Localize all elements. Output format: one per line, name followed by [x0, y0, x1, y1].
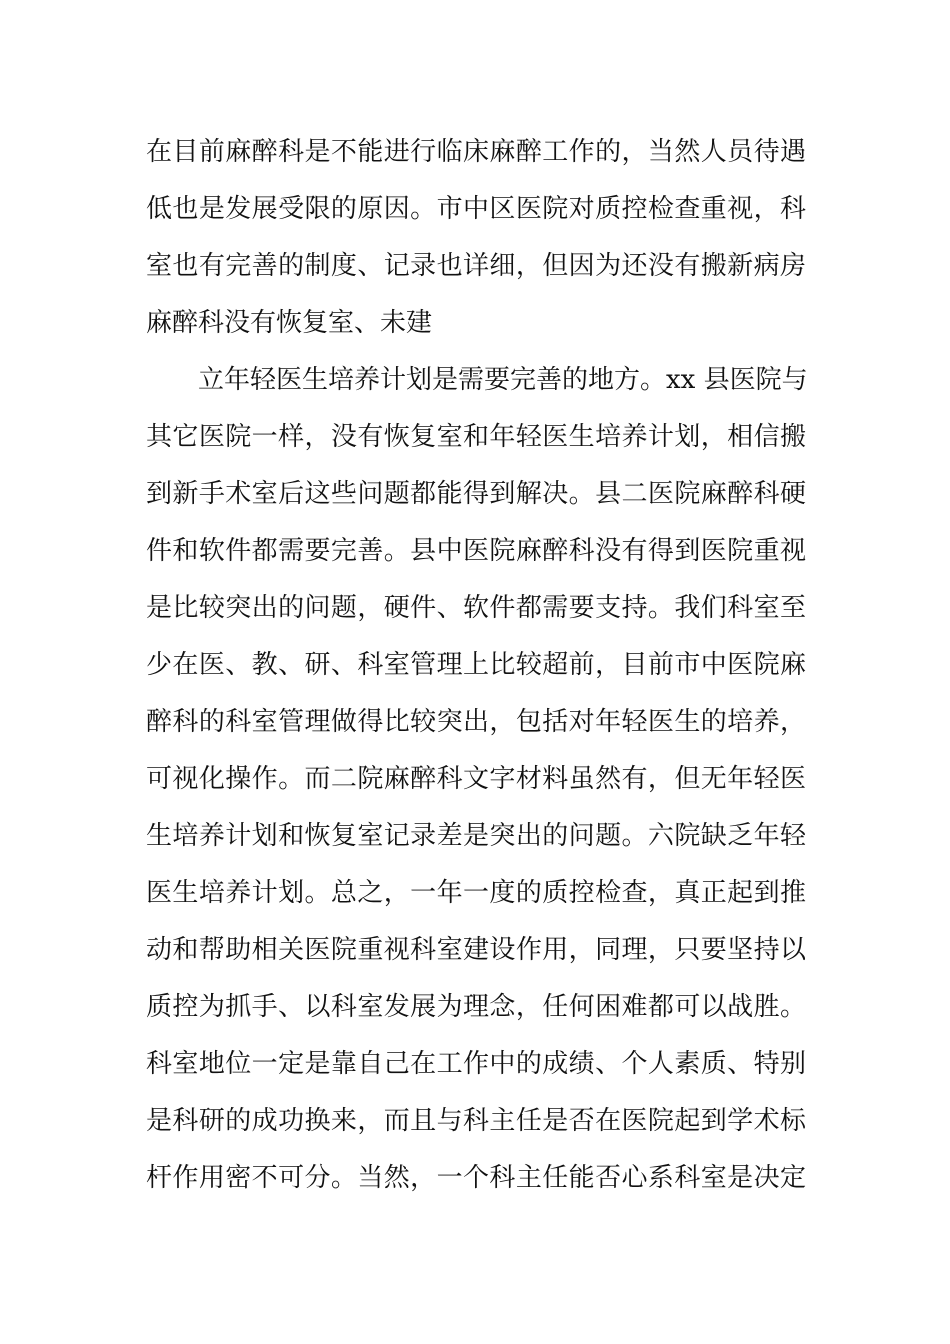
text-line: 其它医院一样，没有恢复室和年轻医生培养计划，相信搬 [146, 422, 806, 452]
text-line: 立年轻医生培养计划是需要完善的地方。xx 县医院与 [198, 365, 808, 395]
text-line: 到新手术室后这些问题都能得到解决。县二医院麻醉科硬 [146, 479, 806, 509]
text-line: 动和帮助相关医院重视科室建设作用，同理，只要坚持以 [146, 935, 806, 965]
text-line: 醉科的科室管理做得比较突出，包括对年轻医生的培养， [146, 707, 806, 737]
text-line: 可视化操作。而二院麻醉科文字材料虽然有，但无年轻医 [146, 764, 806, 794]
text-line: 是比较突出的问题，硬件、软件都需要支持。我们科室至 [146, 593, 806, 623]
text-line: 室也有完善的制度、记录也详细，但因为还没有搬新病房 [146, 251, 806, 281]
text-line: 科室地位一定是靠自己在工作中的成绩、个人素质、特别 [146, 1049, 806, 1079]
text-line: 低也是发展受限的原因。市中区医院对质控检查重视，科 [146, 194, 806, 224]
text-line: 麻醉科没有恢复室、未建 [146, 308, 433, 338]
text-line: 在目前麻醉科是不能进行临床麻醉工作的，当然人员待遇 [146, 137, 806, 167]
text-line: 医生培养计划。总之，一年一度的质控检查，真正起到推 [146, 878, 806, 908]
text-line: 件和软件都需要完善。县中医院麻醉科没有得到医院重视 [146, 536, 806, 566]
text-line: 质控为抓手、以科室发展为理念，任何困难都可以战胜。 [146, 992, 806, 1022]
text-line: 是科研的成功换来，而且与科主任是否在医院起到学术标 [146, 1106, 806, 1136]
text-line: 生培养计划和恢复室记录差是突出的问题。六院缺乏年轻 [146, 821, 806, 851]
text-line: 少在医、教、研、科室管理上比较超前，目前市中医院麻 [146, 650, 806, 680]
text-line: 杆作用密不可分。当然，一个科主任能否心系科室是决定 [146, 1163, 806, 1193]
